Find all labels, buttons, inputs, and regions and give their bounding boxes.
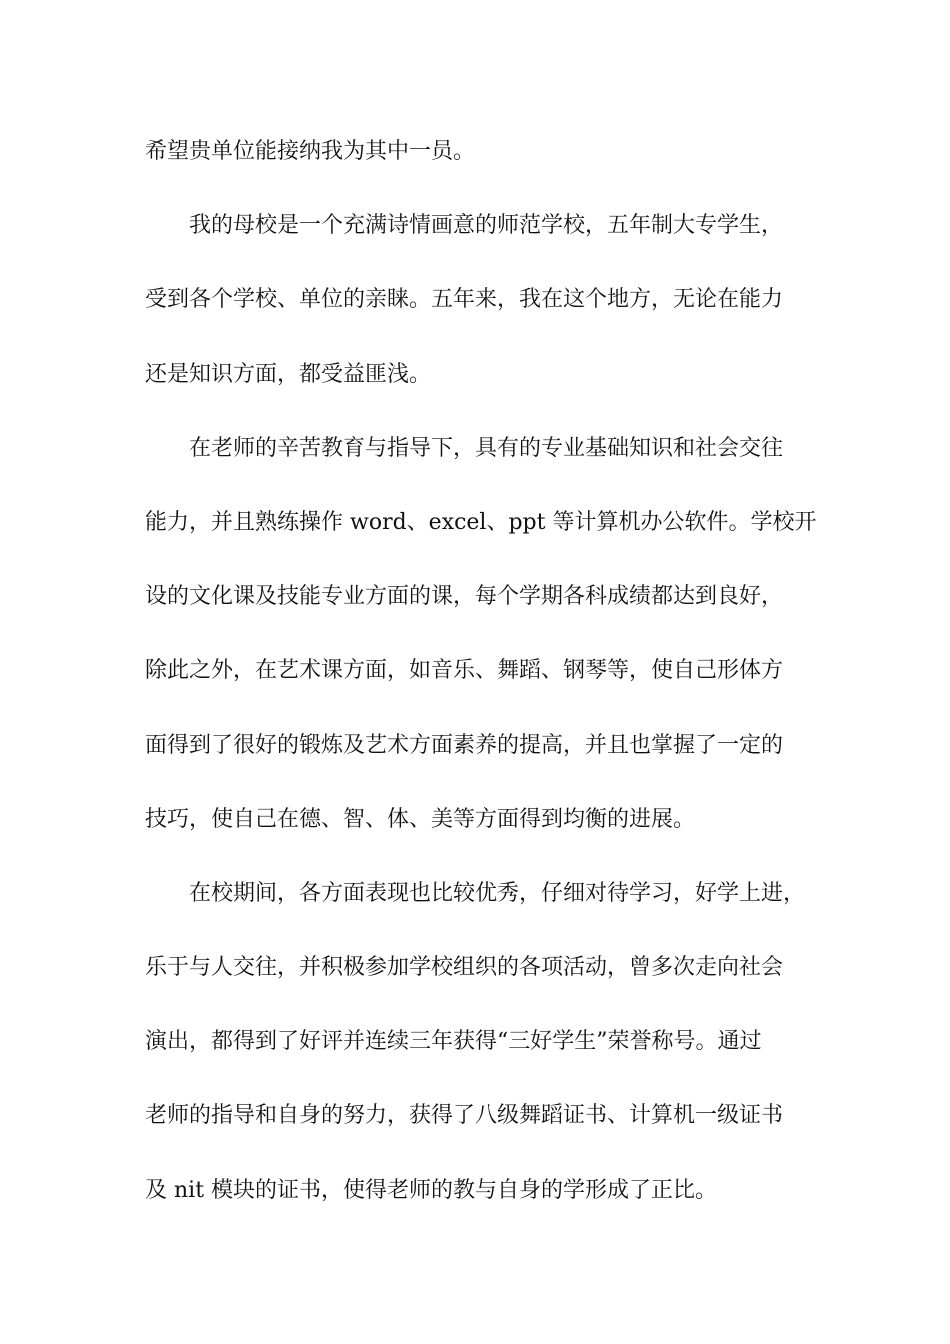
- text-line: 还是知识方面，都受益匪浅。: [145, 361, 432, 387]
- text-line: 及 nit 模块的证书，使得老师的教与自身的学形成了正比。: [145, 1177, 718, 1203]
- text-line: 老师的指导和自身的努力，获得了八级舞蹈证书、计算机一级证书: [145, 1103, 784, 1129]
- text-line: 演出，都得到了好评并连续三年获得“三好学生”荣誉称号。通过: [145, 1029, 762, 1055]
- paragraph-first-line: 在老师的辛苦教育与指导下，具有的专业基础知识和社会交往: [189, 435, 784, 461]
- paragraph-first-line: 在校期间，各方面表现也比较优秀，仔细对待学习，好学上进，: [189, 880, 806, 906]
- text-line: 技巧，使自己在德、智、体、美等方面得到均衡的进展。: [145, 806, 696, 832]
- text-line: 面得到了很好的锻炼及艺术方面素养的提高，并且也掌握了一定的: [145, 732, 784, 758]
- text-line: 希望贵单位能接纳我为其中一员。: [145, 139, 476, 164]
- text-line: 乐于与人交往，并积极参加学校组织的各项活动，曾多次走向社会: [145, 955, 784, 981]
- text-line: 能力，并且熟练操作 word、excel、ppt 等计算机办公软件。学校开: [145, 509, 817, 535]
- document-body: [145, 128, 825, 1241]
- paragraph-first-line: 我的母校是一个充满诗情画意的师范学校，五年制大专学生，: [189, 213, 784, 239]
- text-line: 设的文化课及技能专业方面的课，每个学期各科成绩都达到良好，: [145, 584, 784, 610]
- text-line: 受到各个学校、单位的亲睐。五年来，我在这个地方，无论在能力: [145, 287, 784, 313]
- text-line: 除此之外，在艺术课方面，如音乐、舞蹈、钢琴等，使自己形体方: [145, 658, 784, 684]
